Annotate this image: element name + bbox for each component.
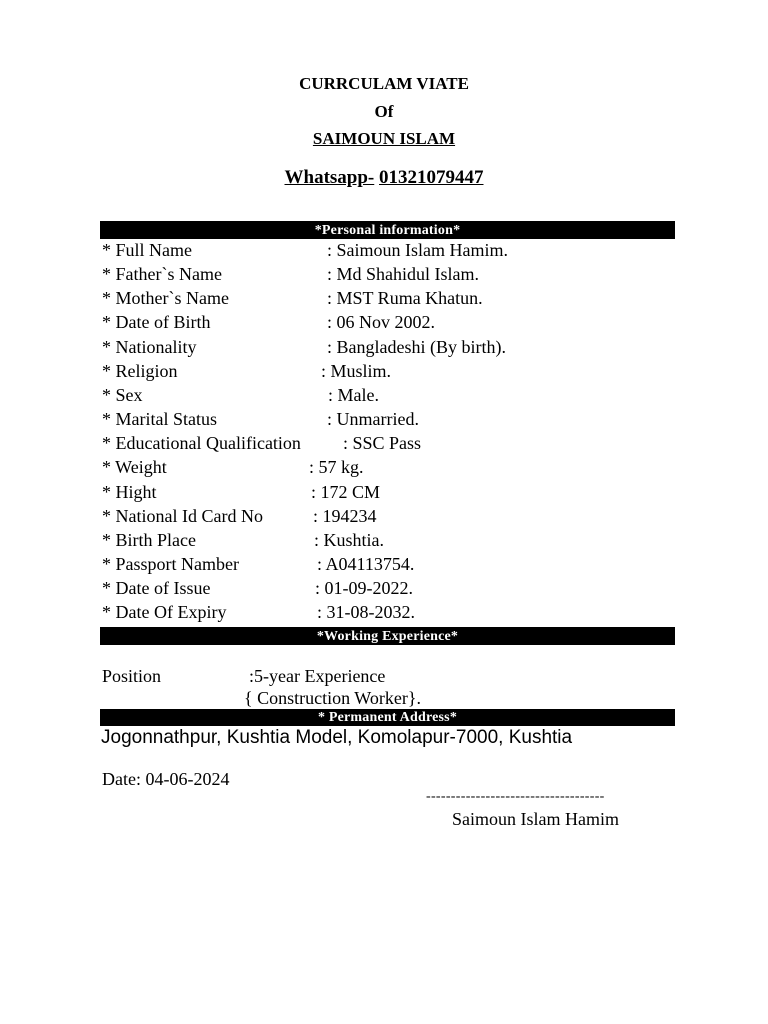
info-label: * Birth Place <box>102 530 196 550</box>
section-header-address: * Permanent Address* <box>100 709 675 726</box>
info-label: * Marital Status <box>102 409 217 429</box>
info-value: : MST Ruma Khatun. <box>327 288 483 308</box>
position-value: :5-year Experience <box>249 666 386 686</box>
info-value: : Unmarried. <box>327 409 419 429</box>
info-label: * Full Name <box>102 240 192 260</box>
section-header-work: *Working Experience* <box>100 627 675 645</box>
info-value: : 172 CM <box>311 482 381 502</box>
document-title: CURRCULAM VIATE <box>299 74 469 93</box>
document-date: Date: 04-06-2024 <box>102 769 230 789</box>
info-value: : Male. <box>328 385 379 405</box>
info-label: * Nationality <box>102 337 197 357</box>
info-value: : 57 kg. <box>309 457 364 477</box>
info-value: : A04113754. <box>317 554 415 574</box>
info-label: * Father`s Name <box>102 264 222 284</box>
position-label: Position <box>102 666 162 686</box>
signature-line: ------------------------------------ <box>426 789 605 804</box>
info-label: * Date of Birth <box>102 312 211 332</box>
info-label: * Religion <box>102 361 178 381</box>
info-label: * Date Of Expiry <box>102 602 227 622</box>
info-label: * Date of Issue <box>102 578 211 598</box>
info-label: * Passport Namber <box>102 554 239 574</box>
info-value: : Md Shahidul Islam. <box>327 264 479 284</box>
whatsapp-label: Whatsapp- <box>284 167 375 188</box>
info-value: : 01-09-2022. <box>315 578 413 598</box>
info-label: * Hight <box>102 482 157 502</box>
document-name: SAIMOUN ISLAM <box>312 129 456 148</box>
info-value: : Bangladeshi (By birth). <box>327 337 506 357</box>
permanent-address: Jogonnathpur, Kushtia Model, Komolapur-7000, Kushtia <box>101 727 573 748</box>
info-value: : SSC Pass <box>343 433 422 453</box>
whatsapp-contact <box>0 167 768 189</box>
info-label: * Weight <box>102 457 167 477</box>
info-value: : Saimoun Islam Hamim. <box>327 240 508 260</box>
whatsapp-number: 01321079447 <box>379 167 484 188</box>
info-value: : 31-08-2032. <box>317 602 415 622</box>
position-detail: { Construction Worker}. <box>244 688 421 708</box>
info-value: : Muslim. <box>321 361 392 381</box>
info-label: * Educational Qualification <box>102 433 301 453</box>
info-label: * Sex <box>102 385 143 405</box>
document-of: Of <box>374 102 394 121</box>
info-label: * Mother`s Name <box>102 288 229 308</box>
info-value: : 194234 <box>313 506 377 526</box>
info-value: : 06 Nov 2002. <box>327 312 435 332</box>
section-header-personal: *Personal information* <box>100 221 675 239</box>
signature-name: Saimoun Islam Hamim <box>452 809 619 829</box>
info-label: * National Id Card No <box>102 506 263 526</box>
info-value: : Kushtia. <box>314 530 384 550</box>
